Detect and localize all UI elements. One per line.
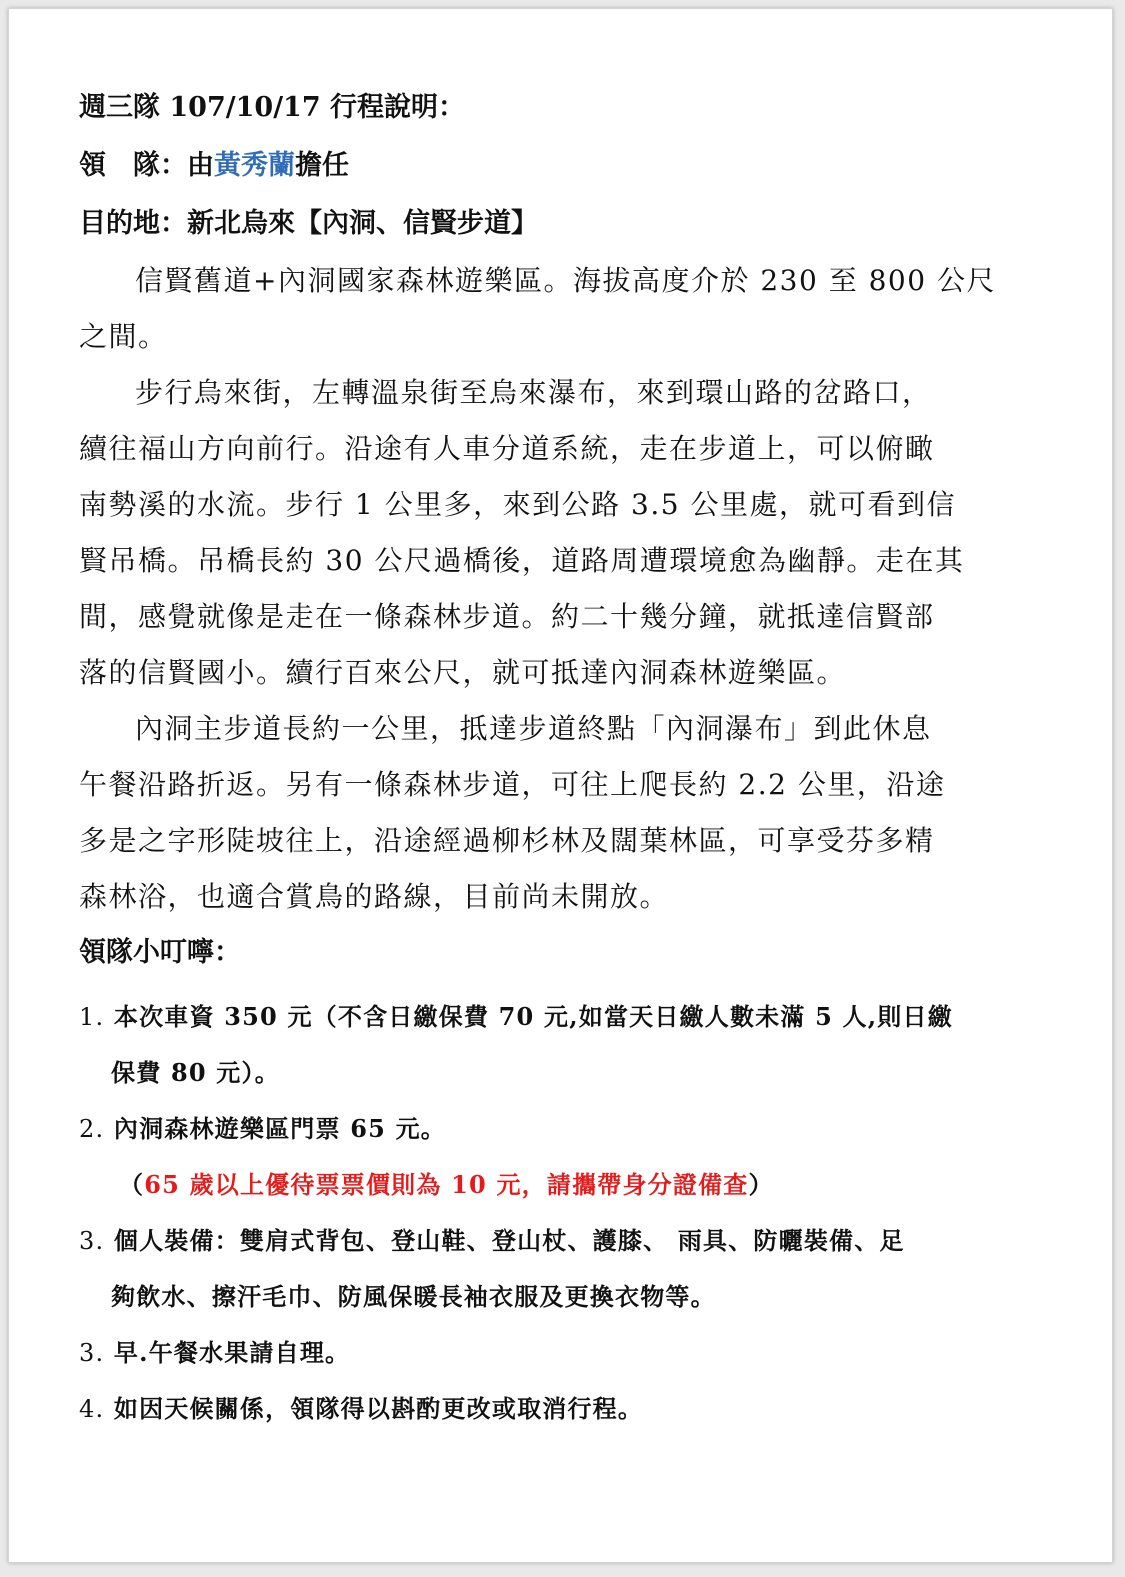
- note-close-paren: ）: [748, 1170, 774, 1199]
- tip-number: 4.: [79, 1395, 105, 1423]
- tip-item-meals: [79, 1325, 1051, 1381]
- tips-title: 領隊小叮嚀：: [79, 937, 241, 968]
- paragraph-route: [79, 365, 1051, 701]
- paragraph-line: 南勢溪的水流。步行 1 公里多，來到公路 3.5 公里處，就可看到信: [79, 488, 956, 521]
- paragraph-line: 之間。: [79, 320, 168, 353]
- leader-line: [79, 137, 1051, 195]
- leader-prefix: 領 隊：由: [79, 150, 214, 181]
- tip-number: 3.: [79, 1227, 105, 1255]
- tip-text: 本次車資 350 元（不含日繳保費 70 元,如當天日繳人數未滿 5 人,則日繳: [113, 1002, 953, 1031]
- paragraph-line: 續往福山方向前行。沿途有人車分道系統，走在步道上，可以俯瞰: [79, 432, 935, 465]
- paragraph-line: 森林浴，也適合賞鳥的路線，目前尚未開放。: [79, 880, 670, 913]
- tip-note-senior: [79, 1157, 1051, 1213]
- senior-discount-note: 65 歲以上優待票票價則為 10 元，請攜帶身分證備查: [144, 1170, 749, 1199]
- paragraph-line: 信賢舊道+內洞國家森林遊樂區。海拔高度介於 230 至 800 公尺: [135, 264, 996, 297]
- paragraph-line: 賢吊橋。吊橋長約 30 公尺過橋後，道路周遭環境愈為幽靜。走在其: [79, 544, 965, 577]
- paragraph-trail: [79, 701, 1051, 925]
- tip-number: 3.: [79, 1339, 105, 1367]
- leader-suffix: 擔任: [295, 150, 349, 181]
- paragraph-line: 步行烏來街，左轉溫泉街至烏來瀑布，來到環山路的岔路口，: [135, 376, 932, 409]
- destination-line: 目的地：新北烏來【內洞、信賢步道】: [79, 208, 538, 239]
- paragraph-intro: [79, 253, 1051, 365]
- paragraph-line: 間，感覺就像是走在一條森林步道。約二十幾分鐘，就抵達信賢部: [79, 600, 935, 633]
- paragraph-line: 落的信賢國小。續行百來公尺，就可抵達內洞森林遊樂區。: [79, 656, 847, 689]
- tip-text: 個人裝備：雙肩式背包、登山鞋、登山杖、護膝、 雨具、防曬裝備、足: [113, 1226, 905, 1255]
- itinerary-title: 週三隊 107/10/17 行程說明：: [79, 92, 466, 123]
- tip-text: 保費 80 元）。: [111, 1058, 280, 1087]
- tip-number: 2.: [79, 1115, 105, 1143]
- tip-item-ticket: [79, 1101, 1051, 1157]
- paragraph-line: 內洞主步道長約一公里，抵達步道終點「內洞瀑布」到此休息: [135, 712, 932, 745]
- document-content: [79, 79, 1051, 1437]
- tip-number: 1.: [79, 1003, 105, 1031]
- tip-text: 早.午餐水果請自理。: [113, 1338, 351, 1367]
- paragraph-line: 多是之字形陡坡往上，沿途經過柳杉林及闊葉林區，可享受芬多精: [79, 824, 935, 857]
- leader-name: 黃秀蘭: [214, 150, 295, 181]
- document-page: [8, 8, 1113, 1563]
- tip-text: 如因天候關係，領隊得以斟酌更改或取消行程。: [113, 1394, 644, 1423]
- tip-text: 夠飲水、擦汗毛巾、防風保暖長袖衣服及更換衣物等。: [111, 1282, 716, 1311]
- tip-item-equipment: [79, 1213, 1051, 1325]
- tip-item-fare: [79, 989, 1051, 1101]
- paragraph-line: 午餐沿路折返。另有一條森林步道，可往上爬長約 2.2 公里，沿途: [79, 768, 946, 801]
- note-open-paren: （: [119, 1170, 145, 1199]
- tip-text: 內洞森林遊樂區門票 65 元。: [113, 1114, 446, 1143]
- tip-item-weather: [79, 1381, 1051, 1437]
